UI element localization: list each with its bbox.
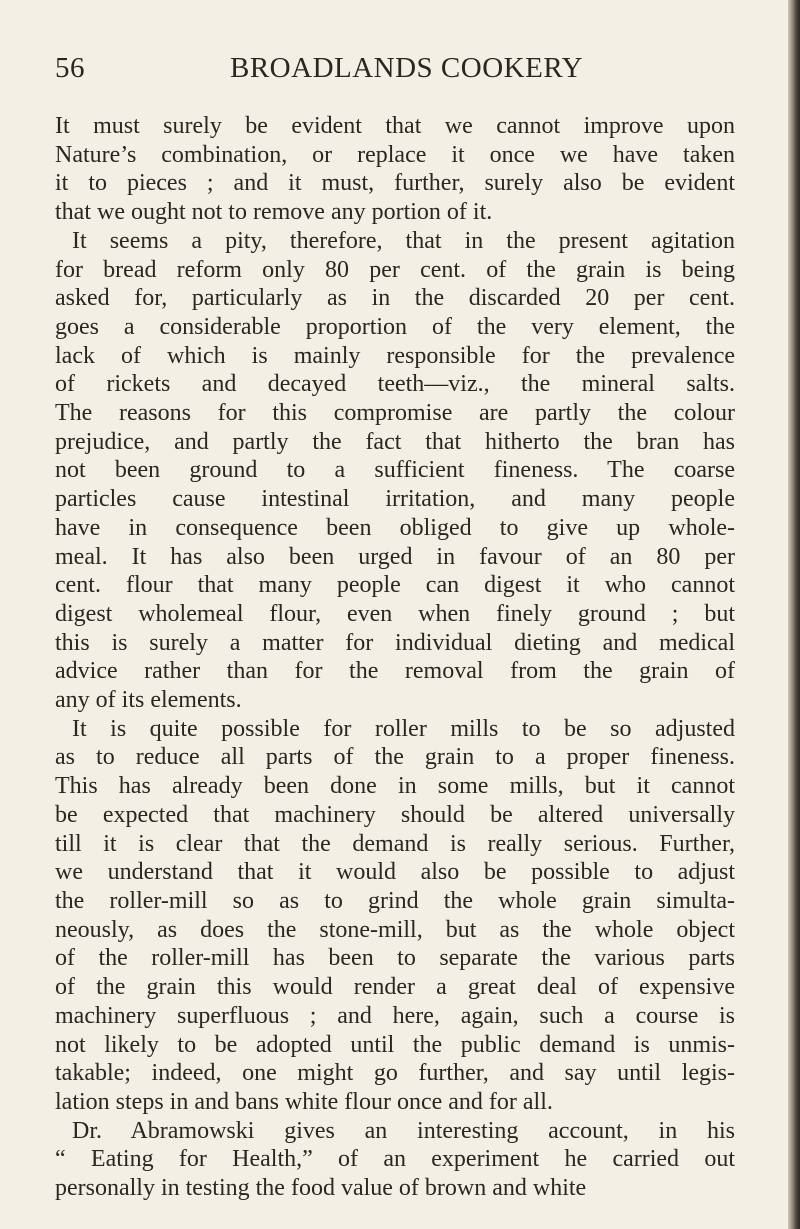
text-line: prejudice, and partly the fact that hitherto the bran has: [55, 428, 735, 455]
text-line: asked for, particularly as in the discarded 20 per cent.: [55, 285, 735, 312]
text-line: have in consequence been obliged to give up whole-: [55, 514, 735, 541]
paragraph: [55, 112, 735, 227]
text-line: for bread reform only 80 per cent. of the grain is being: [55, 256, 735, 283]
page-binding-edge: [788, 0, 800, 1229]
text-line: this is surely a matter for individual dieting and medical: [55, 629, 735, 656]
text-line: advice rather than for the removal from the grain of: [55, 658, 735, 685]
text-line: that we ought not to remove any portion of it.: [55, 199, 493, 226]
text-line: cent. flour that many people can digest it who cannot: [55, 572, 735, 599]
text-line: Dr. Abramowski gives an interesting account, in his: [72, 1117, 735, 1144]
text-line: it to pieces ; and it must, further, surely also be evident: [55, 170, 735, 197]
body-text: [55, 112, 735, 1203]
paragraph: [55, 227, 735, 715]
text-line: It seems a pity, therefore, that in the present agitation: [72, 227, 735, 254]
text-line: Nature’s combination, or replace it once we have taken: [55, 141, 735, 168]
page-number: 56: [55, 52, 85, 84]
text-line: goes a considerable proportion of the very element, the: [55, 313, 735, 340]
text-line: meal. It has also been urged in favour of an 80 per: [55, 543, 735, 570]
text-line: personally in testing the food value of brown and white: [55, 1175, 587, 1202]
text-line: not been ground to a sufficient fineness. The coarse: [55, 457, 735, 484]
text-line: of the roller-mill has been to separate the various parts: [55, 945, 735, 972]
text-line: digest wholemeal flour, even when finely ground ; but: [55, 600, 735, 627]
paragraph: [55, 1117, 735, 1203]
text-line: any of its elements.: [55, 687, 242, 714]
text-line: till it is clear that the demand is really serious. Further,: [55, 830, 735, 857]
text-line: takable; indeed, one might go further, and say until legis-: [55, 1060, 735, 1087]
text-line: neously, as does the stone-mill, but as the whole object: [55, 916, 735, 943]
text-line: we understand that it would also be possible to adjust: [55, 859, 735, 886]
text-line: It is quite possible for roller mills to be so adjusted: [72, 715, 735, 742]
text-line: the roller-mill so as to grind the whole grain simulta-: [55, 887, 735, 914]
text-line: “ Eating for Health,” of an experiment he carried out: [55, 1146, 735, 1173]
text-line: lack of which is mainly responsible for the prevalence: [55, 342, 735, 369]
text-line: lation steps in and bans white flour once and for all.: [55, 1088, 553, 1115]
running-title: BROADLANDS COOKERY: [230, 52, 584, 84]
text-line: particles cause intestinal irritation, and many people: [55, 486, 735, 513]
paragraph: [55, 715, 735, 1117]
text-line: The reasons for this compromise are partly the colour: [55, 400, 735, 427]
text-line: as to reduce all parts of the grain to a proper fineness.: [55, 744, 735, 771]
text-line: It must surely be evident that we cannot improve upon: [55, 113, 735, 139]
text-line: machinery superfluous ; and here, again, such a course is: [55, 1002, 735, 1029]
text-line: of rickets and decayed teeth—viz., the mineral salts.: [55, 371, 735, 398]
text-line: This has already been done in some mills, but it cannot: [55, 773, 735, 800]
page-header: [55, 52, 755, 92]
text-line: of the grain this would render a great deal of expensive: [55, 974, 735, 1001]
text-line: be expected that machinery should be altered universally: [55, 801, 735, 828]
text-line: not likely to be adopted until the public demand is unmis-: [55, 1031, 735, 1058]
